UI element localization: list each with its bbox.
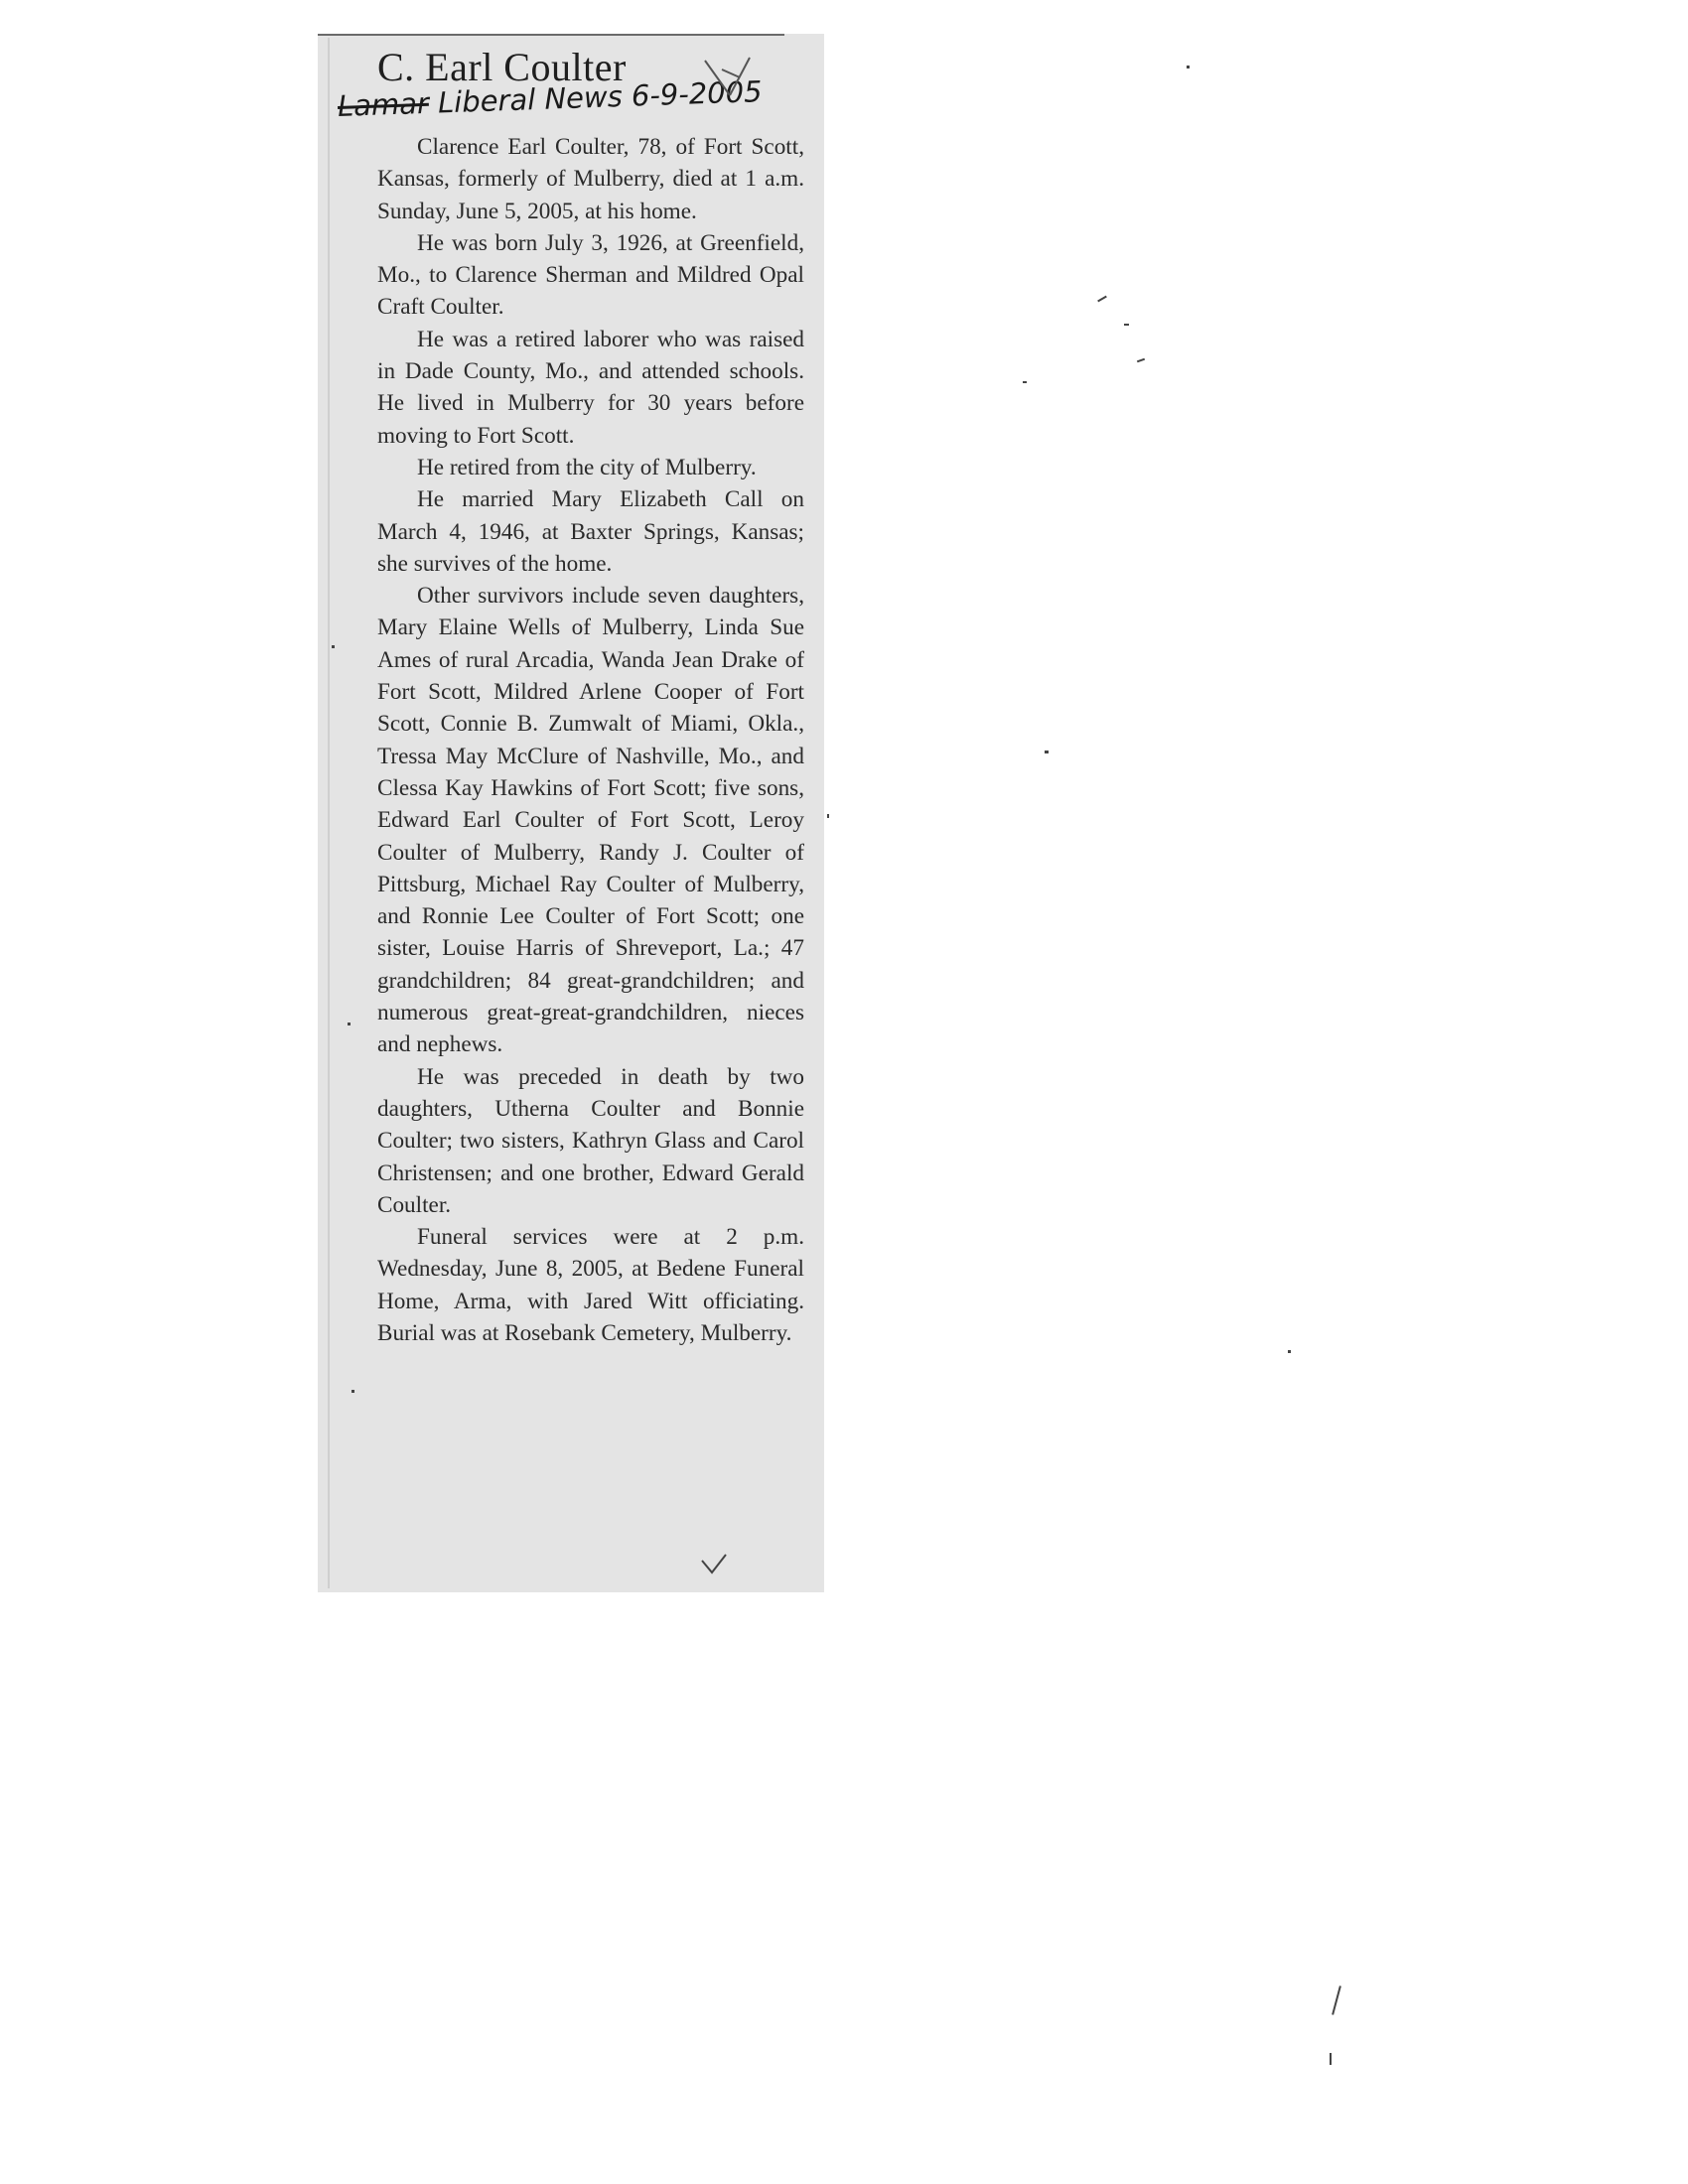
scan-speck — [827, 814, 829, 818]
paragraph-birth: He was born July 3, 1926, at Greenfield, Mo., to Clarence Sherman and Mildred Opal Craft Coulter. — [377, 229, 804, 321]
scan-speck — [1124, 324, 1129, 326]
paragraph-preceded-in-death: He was preceded in death by two daughters, Utherna Coulter and Bonnie Coulter; two sisters, Kathryn Glass and Carol Christensen; and one brother, Edward Gerald Coulter. — [377, 1063, 804, 1218]
clipping-left-edge — [328, 38, 330, 1588]
scan-speck — [1187, 66, 1190, 68]
scan-speck — [1137, 358, 1145, 363]
scan-speck — [1332, 1985, 1341, 2014]
paragraph-retirement: He retired from the city of Mulberry. — [417, 454, 757, 480]
scan-speck — [1045, 751, 1049, 753]
check-mark-icon — [700, 56, 760, 105]
obituary-body — [377, 131, 804, 1349]
obituary-headline: C. Earl Coulter — [377, 45, 627, 89]
scan-speck — [352, 1390, 354, 1393]
scan-speck — [348, 1023, 351, 1025]
obituary-clipping — [318, 34, 824, 1592]
source-note-text: Liberal News 6-9-2005 — [428, 74, 764, 120]
scan-speck — [1330, 2053, 1332, 2065]
check-mark-icon — [700, 1553, 740, 1592]
paragraph-career: He was a retired laborer who was raised in Dade County, Mo., and attended schools. He lived in Mulberry for 30 years before moving to Fort Scott. — [377, 326, 804, 449]
scan-speck — [332, 645, 335, 648]
paragraph-death-notice: Clarence Earl Coulter, 78, of Fort Scott, Kansas, formerly of Mulberry, died at 1 a.m. Sunday, June 5, 2005, at his home. — [377, 134, 804, 224]
clipping-top-rule — [318, 34, 784, 36]
paragraph-funeral: Funeral services were at 2 p.m. Wednesday, June 8, 2005, at Bedene Funeral Home, Arma, with Jared Witt officiating. Burial was at Rosebank Cemetery, Mulberry. — [377, 1224, 804, 1346]
scan-speck — [1097, 296, 1107, 303]
scan-speck — [1023, 381, 1027, 383]
scan-speck — [1288, 1350, 1291, 1353]
paragraph-marriage: He married Mary Elizabeth Call on March 4, 1946, at Baxter Springs, Kansas; she survives of the home. — [377, 486, 804, 577]
struck-word: Lamar — [337, 85, 430, 123]
paragraph-survivors: Other survivors include seven daughters, Mary Elaine Wells of Mulberry, Linda Sue Ames of rural Arcadia, Wanda Jean Drake of Fort Scott, Mildred Arlene Cooper of Fort Scott, Connie B. Zumwalt of Miami, Okla., Tressa May McClure of Nashville, Mo., and Clessa Kay Hawkins of Fort Scott; five sons, Edward Earl Coulter of Fort Scott, Leroy Coulter of Mulberry, Randy J. Coulter of Pittsburg, Michael Ray Coulter of Mulberry, and Ronnie Lee Coulter of Fort Scott; one sister, Louise Harris of Shreveport, La.; 47 grandchildren; 84 great-grandchildren; and numerous great-great-grandchildren, nieces and nephews. — [377, 583, 804, 1058]
